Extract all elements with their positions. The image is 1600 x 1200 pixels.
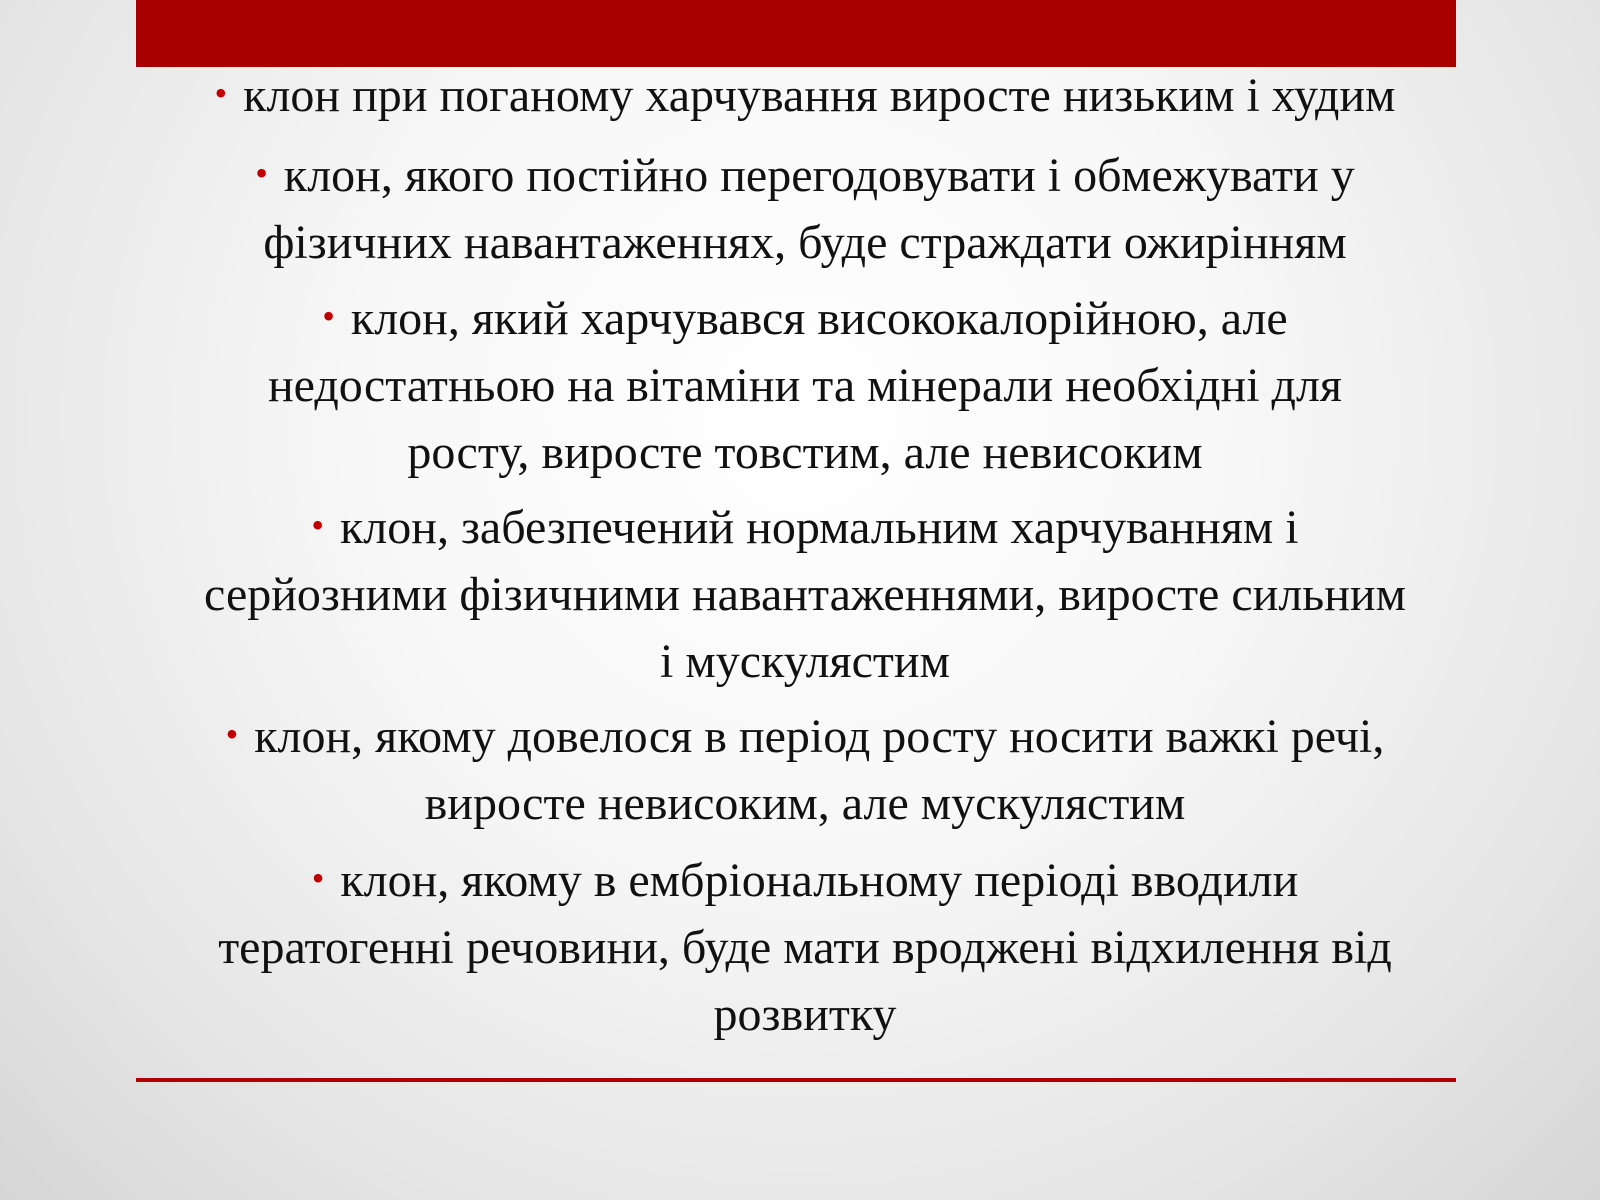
bullet-line: виросте невисоким, але мускулястим <box>424 777 1186 830</box>
bullet-line: • клон, якому довелося в період росту носити важкі речі, <box>225 710 1385 763</box>
bullet-dot-icon: • <box>311 858 325 898</box>
bullet-line: серйозними фізичними навантаженнями, виросте сильним <box>204 568 1406 621</box>
bullet-line: розвитку <box>713 988 897 1041</box>
bullet-line: росту, виросте товстим, але невисоким <box>407 426 1203 479</box>
bullet-dot-icon: • <box>214 73 228 113</box>
bullet-line: і мускулястим <box>660 635 950 688</box>
bullet-dot-icon: • <box>255 153 268 193</box>
top-accent-bar <box>136 0 1456 67</box>
bullet-line: • клон при поганому харчування виросте низьким і худим <box>214 69 1396 122</box>
bullet-line: недостатньою на вітаміни та мінерали необхідні для <box>267 359 1343 412</box>
bullet-item-3 <box>80 283 1530 486</box>
bullet-line: • клон, якого постійно перегодовувати і обмежувати у <box>255 149 1355 202</box>
bullet-dot-icon: • <box>311 505 324 545</box>
bullet-line: • клон, забезпечений нормальним харчуванням і <box>311 501 1299 554</box>
bullet-line: • клон, який харчувався висококалорійною, але <box>322 292 1288 345</box>
bullet-item-1 <box>80 60 1530 129</box>
bullet-line: • клон, якому в ембріональному періоді вводили <box>311 854 1299 907</box>
bullet-line: тератогенні речовини, буде мати вроджені відхилення від <box>218 921 1392 974</box>
bullet-dot-icon: • <box>322 296 335 336</box>
bullet-item-4 <box>80 492 1530 695</box>
slide-content <box>80 60 1530 1070</box>
bullet-item-2 <box>80 140 1530 276</box>
bullet-line: фізичних навантаженнях, буде страждати ожирінням <box>263 216 1347 269</box>
bullet-item-5 <box>80 701 1530 837</box>
bottom-divider <box>136 1078 1456 1082</box>
bullet-dot-icon: • <box>225 714 239 754</box>
bullet-item-6 <box>80 845 1530 1048</box>
